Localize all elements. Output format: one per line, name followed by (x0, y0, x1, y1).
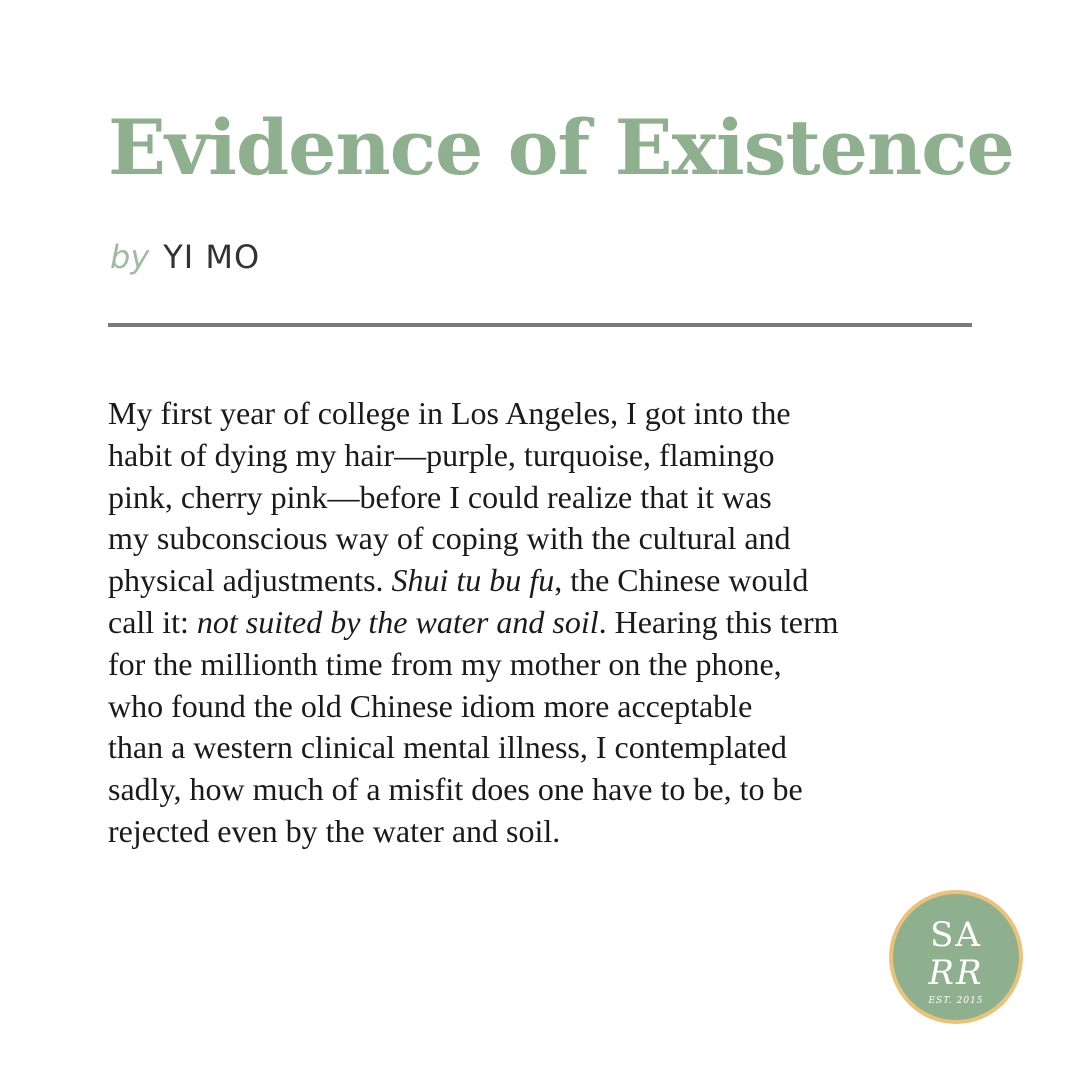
excerpt-line (108, 602, 988, 644)
excerpt-paragraph (108, 393, 988, 853)
excerpt-line: than a western clinical mental illness, I contemplated (108, 729, 787, 766)
excerpt-line: sadly, how much of a misfit does one have to be, to be (108, 771, 803, 808)
page-title: Evidence of Existence (108, 103, 1014, 192)
excerpt-text: call it: (108, 603, 197, 640)
excerpt-line: habit of dying my hair—purple, turquoise, flamingo (108, 436, 775, 473)
byline-by: by (110, 238, 150, 276)
excerpt-line: my subconscious way of coping with the cultural and (108, 520, 791, 557)
author-name: YI MO (163, 238, 261, 276)
logo-text-top: SA (930, 915, 982, 955)
excerpt-line: My first year of college in Los Angeles, I got into the (108, 395, 791, 431)
byline (110, 232, 260, 282)
excerpt-line: pink, cherry pink—before I could realize that it was (108, 478, 772, 515)
excerpt-line: rejected even by the water and soil. (108, 812, 561, 849)
divider (108, 323, 972, 327)
excerpt-text: , the Chinese would (554, 562, 809, 599)
sarr-logo-badge (889, 890, 1023, 1024)
excerpt-italic-term: Shui tu bu fu (391, 562, 555, 599)
logo-text-bottom: RR (928, 953, 984, 993)
excerpt-line: who found the old Chinese idiom more acceptable (108, 687, 753, 724)
excerpt-line (108, 560, 988, 602)
logo-established: EST. 2015 (928, 996, 984, 1006)
excerpt-italic-translation: not suited by the water and soil (196, 603, 599, 640)
excerpt-line: for the millionth time from my mother on the phone, (108, 645, 782, 682)
excerpt-text: physical adjustments. (108, 562, 392, 599)
excerpt-text: . Hearing this term (598, 603, 839, 640)
